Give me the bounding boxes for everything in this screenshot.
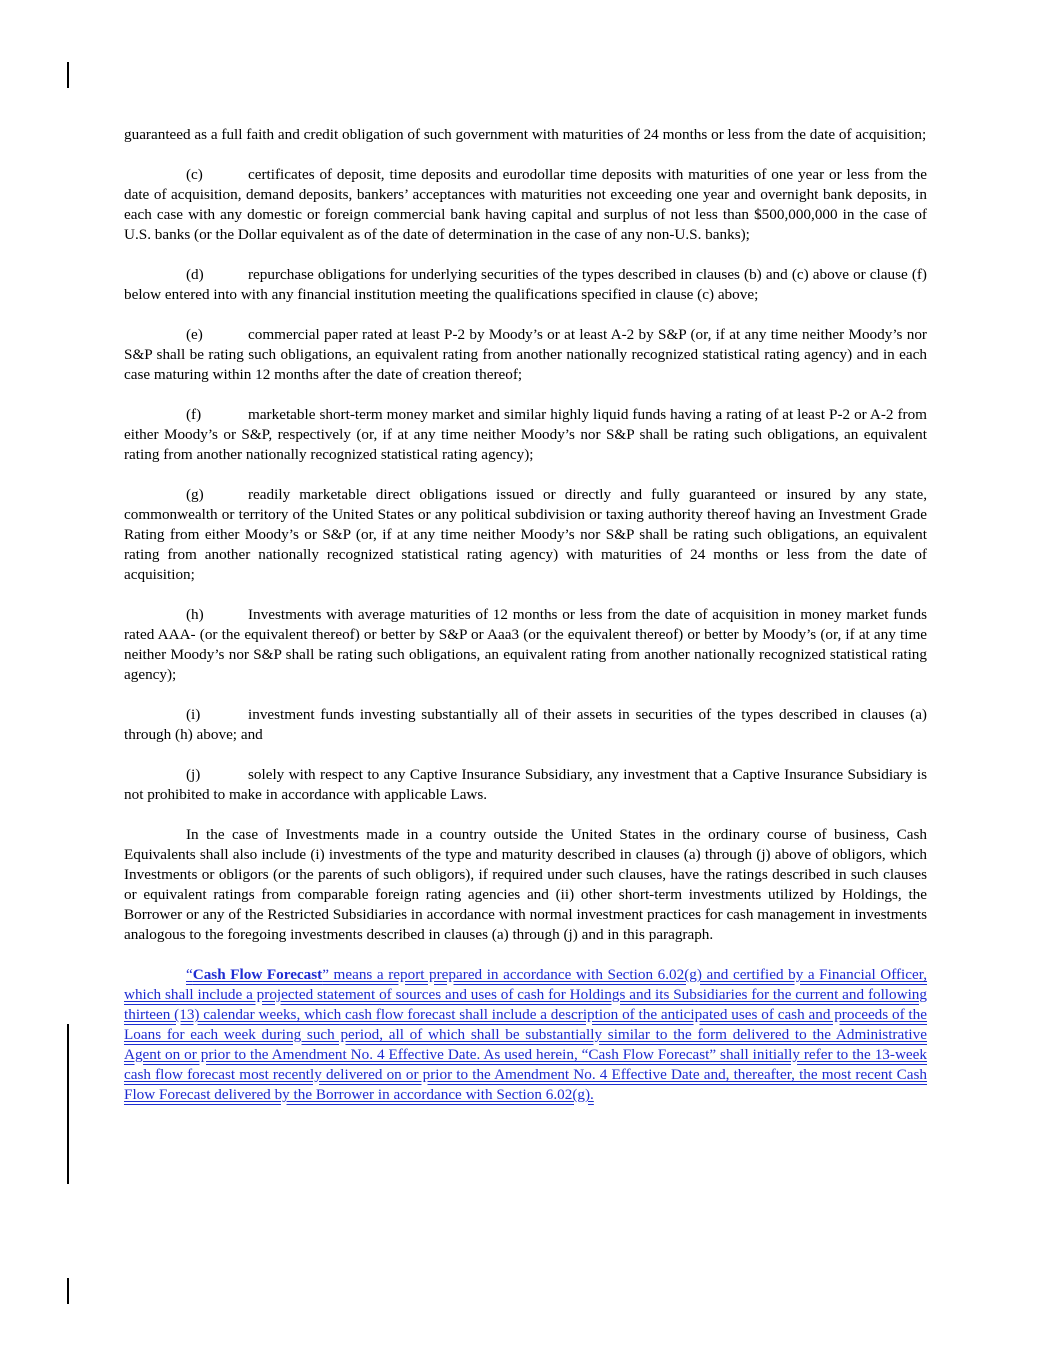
clause-text: solely with respect to any Captive Insurance Subsidiary, any investment that a Captive Insurance Subsidiary is not prohibited to make in accordance with applicable Laws. — [124, 766, 927, 803]
clause-e — [124, 325, 927, 385]
document-body — [124, 125, 927, 1125]
clause-c — [124, 165, 927, 245]
clause-j — [124, 765, 927, 805]
clause-letter: (c) — [186, 166, 203, 183]
paragraph-text: guaranteed as a full faith and credit obligation of such government with maturities of 24 months or less from the date of acquisition; — [124, 126, 927, 143]
clause-letter: (f) — [186, 406, 202, 423]
definition-open-quote: “ — [186, 966, 193, 983]
clause-letter: (e) — [186, 326, 203, 343]
paragraph-continuation — [124, 125, 927, 145]
clause-letter: (d) — [186, 266, 204, 283]
clause-letter: (h) — [186, 606, 204, 623]
clause-text: Investments with average maturities of 12 months or less from the date of acquisition in money market funds rated AAA- (or the equivalent thereof) or better by S&P or Aaa3 (or the equivalent thereof) or better by Moody’s (or, if at any time neither Moody’s nor S&P shall be rating such obligations, an equivalent rating from another nationally recognized statistical rating agency); — [124, 606, 927, 683]
clause-text: repurchase obligations for underlying securities of the types described in clauses (b) and (c) above or clause (f) below entered into with any financial institution meeting the qualifications specified in clause (c) above; — [124, 266, 927, 303]
clause-letter: (j) — [186, 766, 201, 783]
top-change-bar — [67, 62, 69, 88]
definition-text: ” means a report prepared in accordance with Section 6.02(g) and certified by a Financial Officer, which shall include a projected statement of sources and uses of cash for Holdings and its Subsidiaries for the current and following thirteen (13) calendar weeks, which cash flow forecast shall include a description of the anticipated uses of cash and proceeds of the Loans for each week during such period, all of which shall be substantially similar to the form delivered to the Administrative Agent on or prior to the Amendment No. 4 Effective Date. As used herein, “Cash Flow Forecast” shall initially refer to the 13-week cash flow forecast most recently delivered on or prior to the Amendment No. 4 Effective Date and, thereafter, the most recent Cash Flow Forecast delivered by the Borrower in accordance with Section 6.02(g). — [124, 966, 927, 1103]
clause-f — [124, 405, 927, 465]
defined-term: Cash Flow Forecast — [192, 966, 323, 983]
clause-text: certificates of deposit, time deposits and eurodollar time deposits with maturities of one year or less from the date of acquisition, demand deposits, bankers’ acceptances with maturities not exceeding one year and overnight bank deposits, in each case with any domestic or foreign commercial bank having capital and surplus of not less than $500,000,000 in the case of U.S. banks (or the Dollar equivalent as of the date of determination in the case of any non-U.S. banks); — [124, 166, 927, 243]
clause-text: commercial paper rated at least P-2 by Moody’s or at least A-2 by S&P (or, if at any time neither Moody’s nor S&P shall be rating such obligations, an equivalent rating from another nationally recognized statistical rating agency) and in each case maturing within 12 months after the date of creation thereof; — [124, 326, 927, 383]
clause-text: marketable short-term money market and similar highly liquid funds having a rating of at least P-2 or A-2 from either Moody’s or S&P, respectively (or, if at any time neither Moody’s nor S&P shall be rating such obligations, an equivalent rating from another nationally recognized statistical rating agency); — [124, 406, 927, 463]
inserted-definition-change-bar — [67, 1024, 69, 1184]
cash-flow-forecast-definition — [124, 965, 927, 1105]
clause-g — [124, 485, 927, 585]
clause-d — [124, 265, 927, 305]
clause-text: investment funds investing substantially all of their assets in securities of the types described in clauses (a) through (h) above; and — [124, 706, 927, 743]
clause-h — [124, 605, 927, 685]
paragraph-text: In the case of Investments made in a country outside the United States in the ordinary course of business, Cash Equivalents shall also include (i) investments of the type and maturity described in clauses (a) through (j) above of obligors, which Investments or obligors (or the parents of such obligors), if required under such clauses, have the ratings described in such clauses or equivalent ratings from comparable foreign rating agencies and (ii) other short-term investments utilized by Holdings, the Borrower or any of the Restricted Subsidiaries in accordance with normal investment practices for cash management in investments analogous to the foregoing investments described in clauses (a) through (j) and in this paragraph. — [124, 826, 927, 943]
clause-i — [124, 705, 927, 745]
bottom-change-bar — [67, 1278, 69, 1304]
clause-letter: (i) — [186, 706, 201, 723]
foreign-investments-paragraph — [124, 825, 927, 945]
clause-text: readily marketable direct obligations issued or directly and fully guaranteed or insured by any state, commonwealth or territory of the United States or any political subdivision or taxing authority thereof having an Investment Grade Rating from either Moody’s or S&P (or, if at any time neither Moody’s nor S&P shall be rating such obligations, an equivalent rating from another nationally recognized statistical rating agency) with maturities of 24 months or less from the date of acquisition; — [124, 486, 927, 583]
clause-letter: (g) — [186, 486, 204, 503]
